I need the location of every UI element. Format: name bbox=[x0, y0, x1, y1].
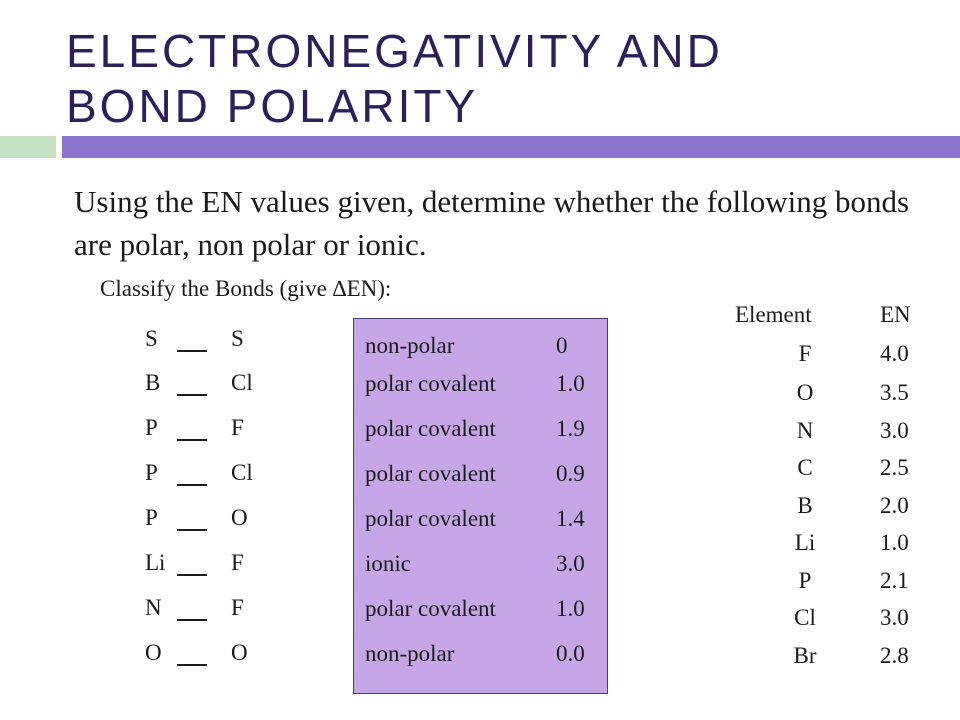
en-table-value: 2.0 bbox=[880, 493, 909, 518]
bond-atom-1: P bbox=[145, 460, 158, 485]
bond-blank bbox=[177, 484, 207, 486]
answer-delta-en: 1.0 bbox=[556, 371, 585, 396]
bond-atom-2: F bbox=[231, 595, 244, 620]
slide-title bbox=[66, 24, 926, 134]
bond-blank bbox=[177, 529, 207, 531]
en-table-element: P bbox=[798, 568, 812, 593]
en-table-value: 3.0 bbox=[880, 605, 909, 630]
bond-atom-1: P bbox=[145, 505, 158, 530]
answer-type: polar covalent bbox=[365, 596, 496, 621]
bond-atom-1: P bbox=[145, 415, 158, 440]
bond-blank bbox=[177, 664, 207, 666]
en-table-value: 3.5 bbox=[880, 380, 909, 405]
en-table-value: 2.5 bbox=[880, 455, 909, 480]
en-table-header-en: EN bbox=[880, 302, 911, 327]
en-table-value: 3.0 bbox=[880, 418, 909, 443]
en-table-value: 2.1 bbox=[880, 568, 909, 593]
bond-atom-2: F bbox=[231, 415, 244, 440]
title-line-2: BOND POLARITY bbox=[66, 80, 479, 132]
answer-delta-en: 3.0 bbox=[556, 551, 585, 576]
bond-atom-2: F bbox=[231, 550, 244, 575]
en-table-element: Li bbox=[794, 530, 816, 555]
bond-atom-2: S bbox=[231, 326, 244, 351]
accent-bar-left bbox=[0, 136, 56, 158]
bond-blank bbox=[177, 619, 207, 621]
intro-text: Using the EN values given, determine whether the following bonds are polar, non polar or ionic. bbox=[74, 184, 910, 262]
en-table-element: O bbox=[796, 380, 814, 405]
bond-blank bbox=[177, 350, 207, 352]
subheading: Classify the Bonds (give ∆EN): bbox=[100, 276, 392, 301]
answer-delta-en: 1.9 bbox=[556, 416, 585, 441]
en-table-element: Br bbox=[793, 643, 817, 668]
answer-type: polar covalent bbox=[365, 371, 496, 396]
answer-type: polar covalent bbox=[365, 461, 496, 486]
answer-delta-en: 1.4 bbox=[556, 506, 585, 531]
title-line-1: ELECTRONEGATIVITY AND bbox=[66, 25, 723, 77]
bond-atom-1: S bbox=[145, 326, 158, 351]
bond-atom-2: O bbox=[231, 640, 248, 665]
answer-delta-en: 0.9 bbox=[556, 461, 585, 486]
bond-blank bbox=[177, 574, 207, 576]
answer-delta-en: 0 bbox=[556, 333, 568, 358]
bond-atom-1: N bbox=[145, 595, 162, 620]
en-table-element: Cl bbox=[794, 605, 816, 630]
bond-blank bbox=[177, 439, 207, 441]
en-table-value: 1.0 bbox=[880, 530, 909, 555]
en-table-value: 4.0 bbox=[880, 341, 909, 366]
accent-bar bbox=[62, 136, 960, 158]
bond-atom-2: Cl bbox=[231, 460, 253, 485]
answer-type: non-polar bbox=[365, 641, 455, 666]
answer-type: polar covalent bbox=[365, 416, 496, 441]
bond-atom-2: O bbox=[231, 505, 248, 530]
en-table-element: N bbox=[796, 418, 814, 443]
bond-blank bbox=[177, 394, 207, 396]
en-table-element: B bbox=[797, 493, 813, 518]
answer-type: polar covalent bbox=[365, 506, 496, 531]
answer-delta-en: 0.0 bbox=[556, 641, 585, 666]
en-table-element: C bbox=[797, 455, 813, 480]
answer-delta-en: 1.0 bbox=[556, 596, 585, 621]
answer-box bbox=[353, 318, 608, 694]
answer-type: non-polar bbox=[365, 333, 455, 358]
bond-atom-1: Li bbox=[145, 550, 166, 575]
bond-atom-1: B bbox=[145, 370, 161, 395]
bond-atom-2: Cl bbox=[231, 370, 253, 395]
en-table-element: F bbox=[798, 341, 812, 366]
en-table-value: 2.8 bbox=[880, 643, 909, 668]
bond-atom-1: O bbox=[145, 640, 162, 665]
en-table-header-element: Element bbox=[735, 302, 812, 327]
answer-type: ionic bbox=[365, 551, 411, 576]
